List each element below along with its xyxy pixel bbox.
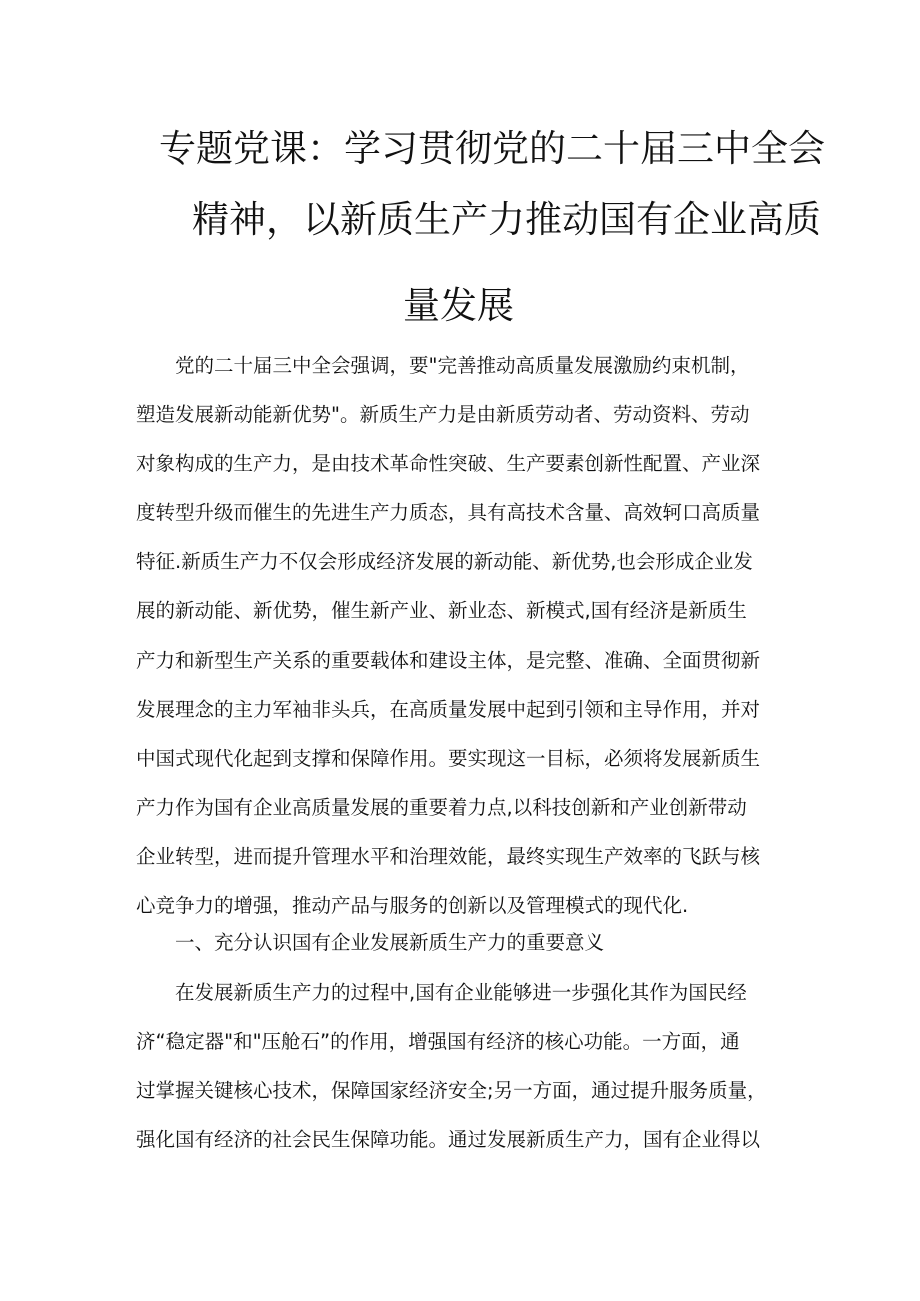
document-title-line-3: 量发展 — [403, 284, 514, 327]
document-title-line-2: 精神，以新质生产力推动国有企业高质 — [192, 198, 821, 241]
paragraph-1: 党的二十届三中全会强调，要"完善推动高质量发展激励约束机制， 塑造发展新动能新优势"。新质生产力是由新质劳动者、劳动资料、劳动 对象构成的生产力，是由技术革命性突破、生产要素创新性配置、产业深 度转型升级而催生的先进生产力质态，具有高技术含量、高效轲口高质量 特征.新质生产力不仅会形成经济发展的新动能、新优势,也会形成企业发 展的新动能、新优势，催生新产业、新业态、新模式,国有经济是新质生 产力和新型生产关系的重要载体和建设主体，是完整、准确、全面贯彻新 发展理念的主力军袖非头兵，在高质量发展中起到引领和主导作用，并对 中国式现代化起到支撑和保障作用。要实现这一目标，必须将发展新质生 产力作为国有企业高质量发展的重要着力点,以科技创新和产业创新带动 企业转型，进而提升管理水平和治理效能，最终实现生产效率的飞跃与核 心竞争力的增强，推动产品与服务的创新以及管理模式的现代化. — [136, 354, 761, 918]
paragraph-2: 在发展新质生产力的过程中,国有企业能够进一步强化其作为国民经 济“稳定器"和"压舱石”的作用，增强国有经济的核心功能。一方面，通 过掌握关键核心技术，保障国家经济安全;另一方面，通过提升服务质量， 强化国有经济的社会民生保障功能。通过发展新质生产力，国有企业得以 — [136, 981, 767, 1152]
document-title-line-1: 专题党课：学习贯彻党的二十届三中全会 — [159, 127, 825, 170]
section-heading-1: 一、充分认识国有企业发展新质生产力的重要意义 — [136, 931, 605, 954]
